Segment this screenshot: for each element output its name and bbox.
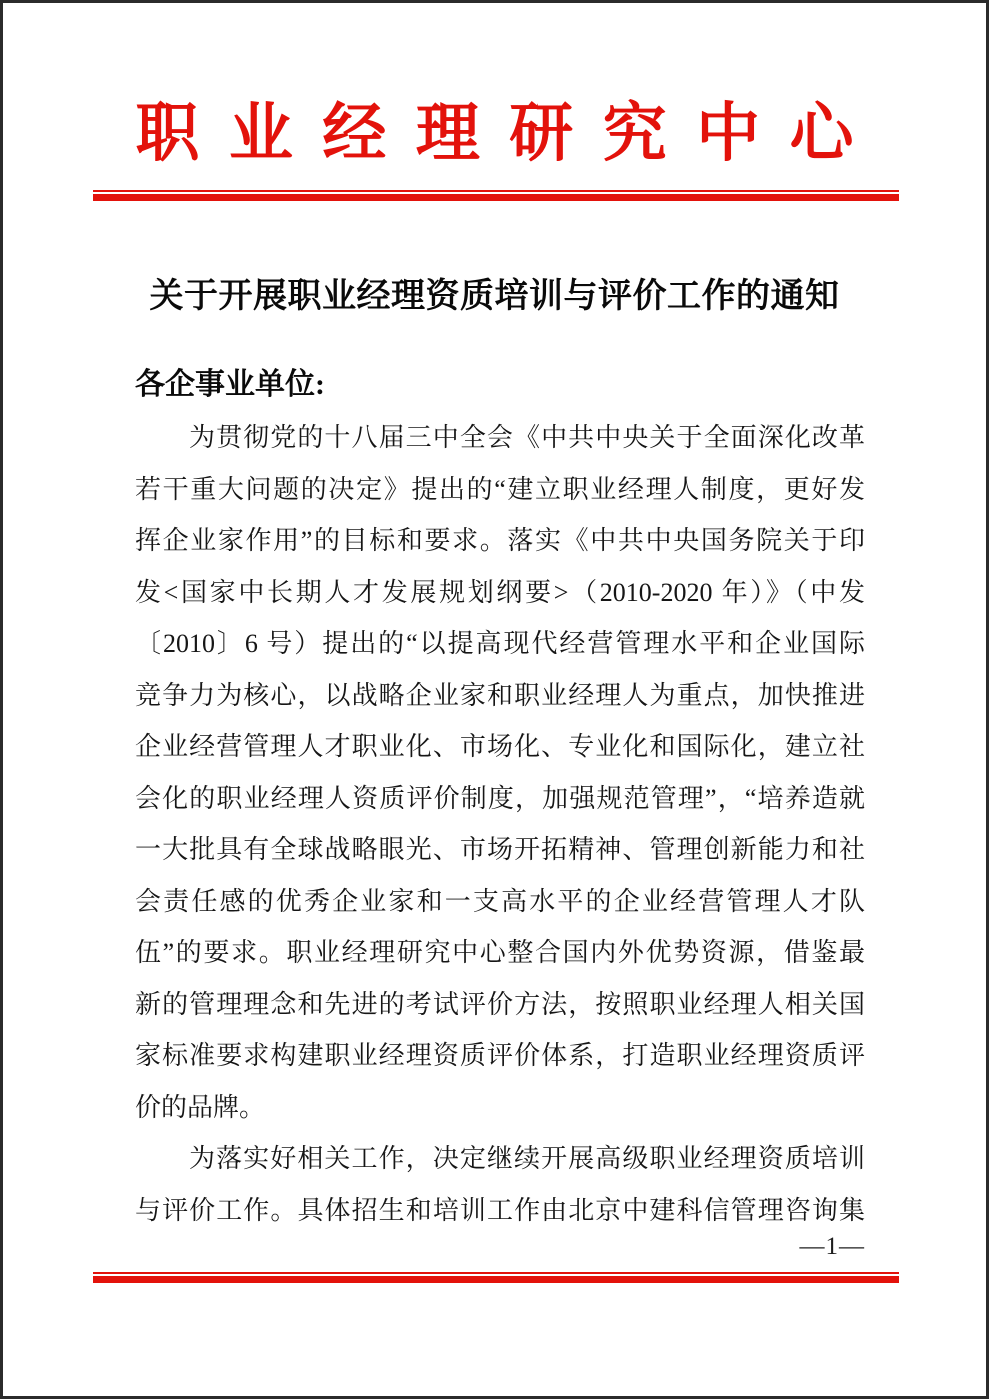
body-line: 企业经营管理人才职业化、市场化、专业化和国际化，建立社 (135, 732, 865, 761)
body-line: 为贯彻党的十八届三中全会《中共中央关于全面深化改革 (189, 423, 865, 452)
page-number: —1— (799, 1233, 865, 1260)
body-line: 伍”的要求。职业经理研究中心整合国内外优势资源，借鉴最 (135, 938, 865, 967)
body-line: 发<国家中长期人才发展规划纲要>（2010-2020 年）》（中发 (135, 577, 865, 607)
body-line: 会化的职业经理人资质评价制度，加强规范管理”，“培养造就 (135, 783, 865, 813)
body-line: 会责任感的优秀企业家和一支高水平的企业经营管理人才队 (135, 886, 865, 916)
body-line: 家标准要求构建职业经理资质评价体系，打造职业经理资质评 (135, 1041, 865, 1070)
body-line: 若干重大问题的决定》提出的“建立职业经理人制度，更好发 (135, 474, 865, 504)
body-text (135, 412, 865, 1236)
header-red-rule (93, 190, 899, 201)
body-line: 价的品牌。 (135, 1092, 266, 1122)
letterhead-org-title: 职业经理研究中心 (135, 98, 883, 169)
body-line: 竞争力为核心，以战略企业家和职业经理人为重点，加快推进 (135, 680, 865, 710)
document-title: 关于开展职业经理资质培训与评价工作的通知 (149, 278, 840, 315)
body-line: 一大批具有全球战略眼光、市场开拓精神、管理创新能力和社 (135, 835, 865, 864)
body-line: 挥企业家作用”的目标和要求。落实《中共中央国务院关于印 (135, 526, 865, 555)
footer-red-rule (93, 1272, 899, 1283)
body-line: 与评价工作。具体招生和培训工作由北京中建科信管理咨询集 (135, 1195, 865, 1225)
salutation: 各企事业单位: (135, 368, 325, 401)
body-line: 〔2010〕6 号）提出的“以提高现代经营管理水平和企业国际 (135, 629, 865, 658)
body-line: 新的管理理念和先进的考试评价方法，按照职业经理人相关国 (135, 989, 865, 1019)
body-line: 为落实好相关工作，决定继续开展高级职业经理资质培训 (189, 1144, 865, 1173)
